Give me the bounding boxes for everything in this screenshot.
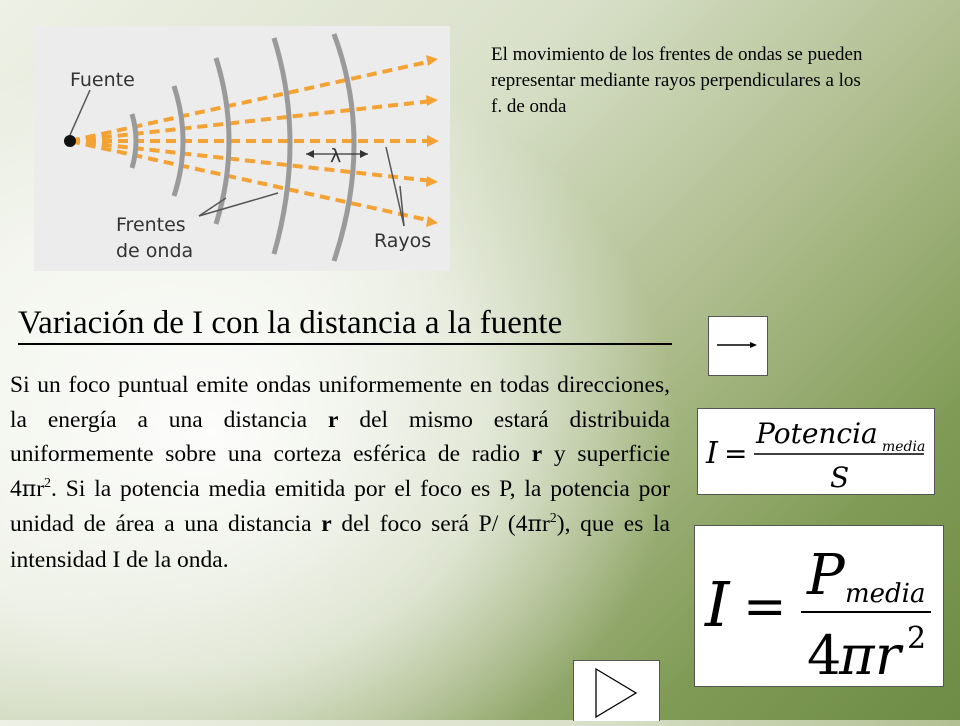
next-arrow-button[interactable] <box>708 316 768 376</box>
wavefront-diagram <box>34 26 450 271</box>
body-text-5: . Si la potencia media emitida por el foco es P, la potencia por unidad de área a una distancia <box>10 475 670 538</box>
formula-intensity-power-area <box>697 408 935 495</box>
formula1-lhs: I <box>706 436 718 471</box>
play-triangle-icon <box>574 661 659 721</box>
body-text-2: del mismo estará distribuida uniformemente sobre una corteza esférica de radio <box>10 406 670 468</box>
pi-symbol-2: π <box>527 512 542 538</box>
body-text-7: r <box>541 511 550 538</box>
formula1-denominator: S <box>830 461 850 494</box>
formula-intensity-point-source <box>694 525 944 687</box>
formula2-numerator: P <box>807 543 845 608</box>
body-text-3: y superficie 4 <box>10 441 670 502</box>
diagram-caption: El movimiento de los frentes de ondas se pueden representar mediante rayos perpendiculares a los f. de onda <box>491 44 863 117</box>
formula2-lhs: I <box>705 568 730 641</box>
formula2-den-exponent: 2 <box>907 621 927 656</box>
label-wavefronts-1: Frentes <box>116 214 186 236</box>
var-r-2: r <box>531 441 543 468</box>
formula2-den-four: 4 <box>807 624 842 686</box>
label-lambda: λ <box>330 145 342 167</box>
body-text-4: r <box>36 475 45 502</box>
var-r-1: r <box>328 406 339 433</box>
right-arrow-icon <box>709 317 767 375</box>
play-button[interactable] <box>573 660 660 721</box>
label-wavefronts-2: de onda <box>116 240 194 262</box>
formula2-eq: = <box>743 577 787 637</box>
formula2-den-pi: π <box>839 624 875 686</box>
source-dot <box>64 135 76 147</box>
formula2-den-r: r <box>875 624 901 686</box>
exponent-1: 2 <box>44 475 52 491</box>
var-r-3: r <box>321 511 332 538</box>
explanation-paragraph <box>10 368 670 578</box>
body-text-1: Si un foco puntual emite ondas uniformemente en todas direcciones, la energía a una distancia <box>10 372 670 433</box>
label-source: Fuente <box>70 69 135 91</box>
formula1-numerator: Potencia <box>756 417 878 450</box>
pi-symbol-1: π <box>21 476 37 502</box>
body-text-6: del foco será P/ (4 <box>331 511 528 538</box>
body-text-8: ), que es la intensidad I de la onda. <box>10 511 670 573</box>
formula1-subscript: media <box>882 439 926 455</box>
formula2-subscript: media <box>845 579 926 609</box>
section-heading-text: Variación de I con la distancia a la fuente <box>18 305 563 341</box>
formula1-eq: = <box>724 437 748 470</box>
section-heading <box>18 303 672 345</box>
exponent-2: 2 <box>549 511 557 527</box>
label-rays: Rayos <box>374 230 432 252</box>
